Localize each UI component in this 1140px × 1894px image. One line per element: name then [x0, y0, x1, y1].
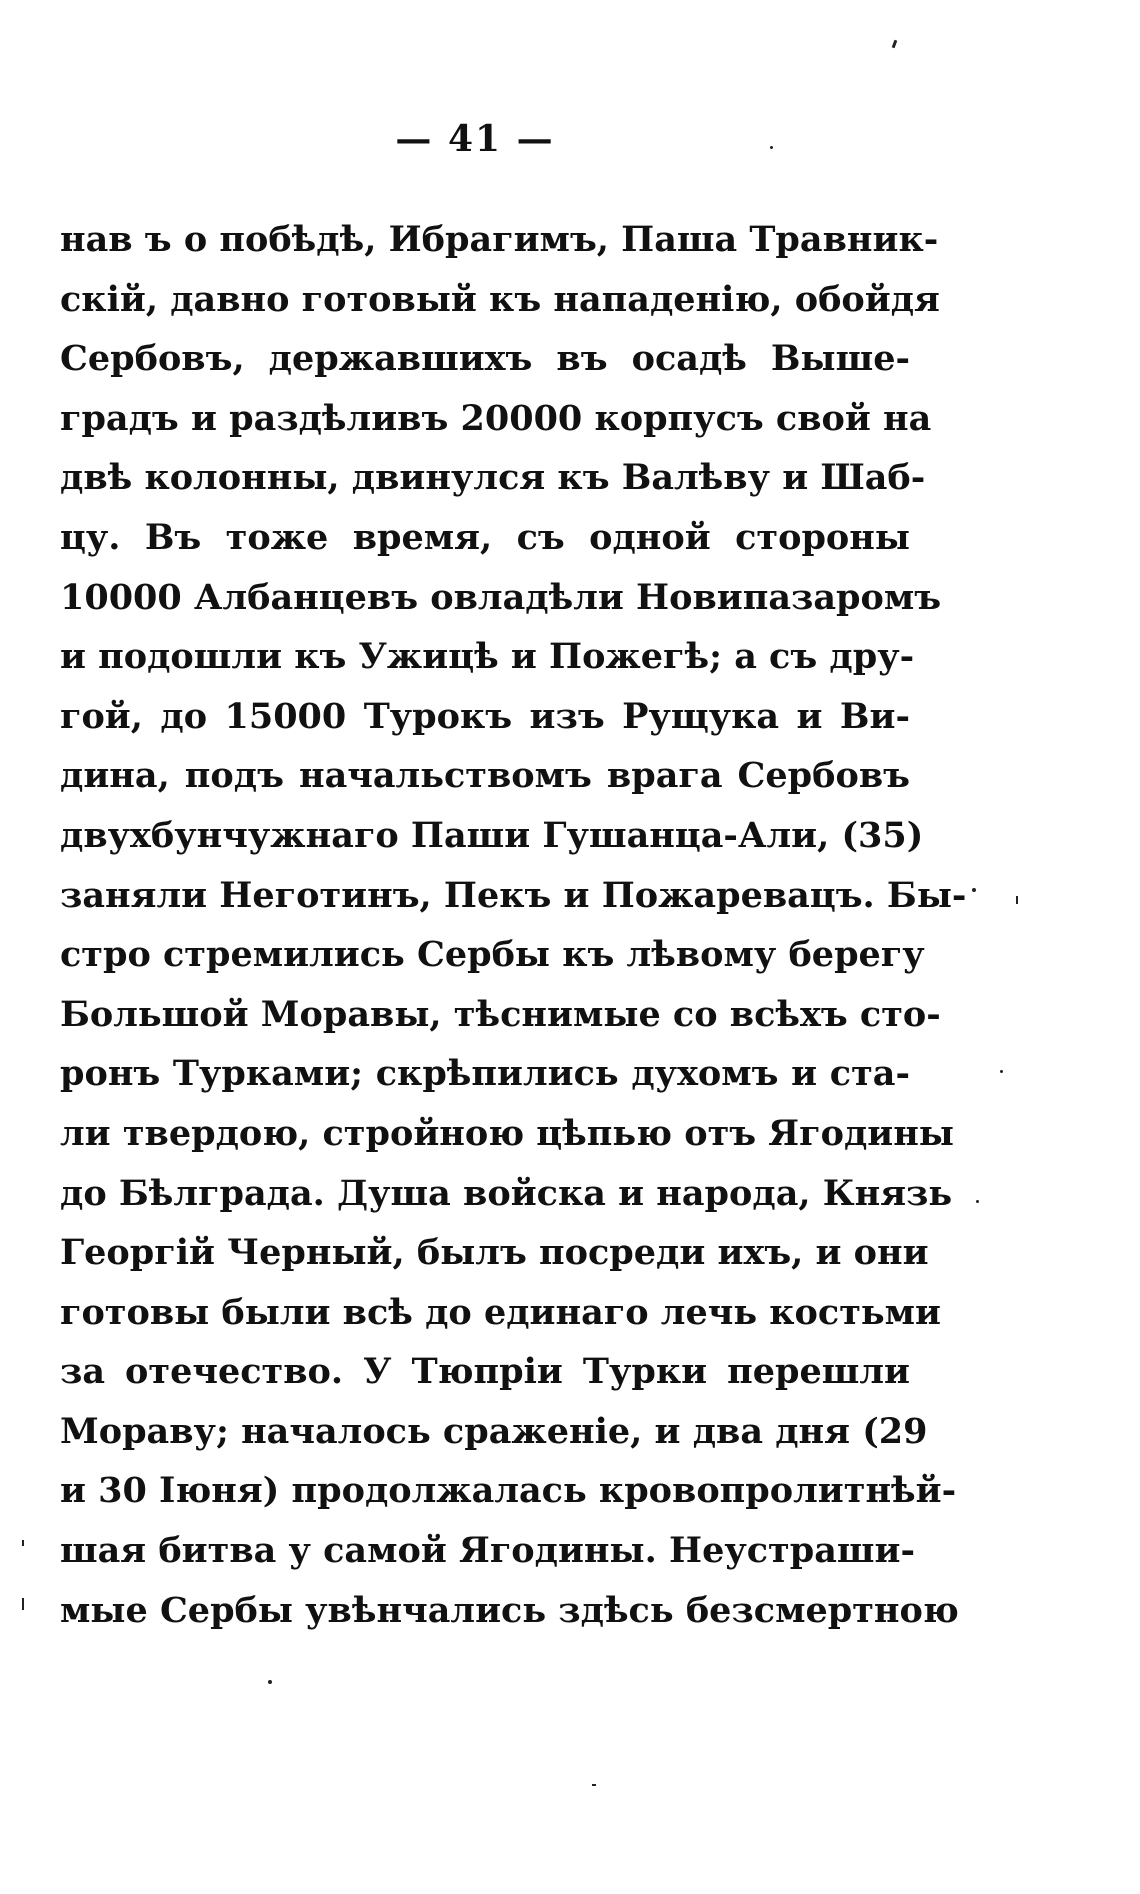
scan-speck: [1016, 896, 1018, 904]
text-line: двухбунчужнаго Паши Гушанца-Али, (35): [60, 814, 924, 856]
body-text: [60, 210, 967, 1640]
text-line: Мораву; началось сраженіе, и два дня (29: [60, 1410, 928, 1452]
scan-speck: [22, 1598, 24, 1610]
text-line: стро стремились Сербы къ лѣвому берегу: [60, 934, 925, 976]
text-line: до Бѣлграда. Душа войска и народа, Князь: [60, 1172, 953, 1214]
page-number-header: — 41 —: [395, 118, 555, 160]
text-line: мые Сербы увѣнчались здѣсь безсмертною: [60, 1589, 959, 1631]
text-line: ли твердою, стройною цѣпью отъ Ягодины: [60, 1112, 954, 1154]
text-line: шая битва у самой Ягодины. Неустраши-: [60, 1530, 915, 1572]
scan-speck: [1000, 1070, 1003, 1073]
text-line: Сербовъ, державшихъ въ осадѣ Выше-: [60, 338, 910, 380]
scan-speck: [976, 1200, 979, 1203]
text-line: Георгій Черный, былъ посреди ихъ, и они: [60, 1232, 929, 1274]
text-line: нав ъ о побѣдѣ, Ибрагимъ, Паша Травник-: [60, 219, 939, 260]
scan-speck: [972, 888, 976, 892]
text-line: заняли Неготинъ, Пекъ и Пожаревацъ. Бы-: [60, 874, 967, 916]
text-line: ронъ Турками; скрѣпились духомъ и ста-: [60, 1053, 910, 1095]
scan-speck: [268, 1680, 272, 1684]
text-line: скій, давно готовый къ нападенію, обойдя: [60, 278, 940, 320]
text-line: двѣ колонны, двинулся къ Валѣву и Шаб-: [60, 457, 926, 499]
text-line: дина, подъ начальствомъ врага Сербовъ: [60, 755, 910, 797]
text-line: и 30 Іюня) продолжалась кровопролитнѣй-: [60, 1470, 957, 1512]
text-line: градъ и раздѣливъ 20000 корпусъ свой на: [60, 397, 932, 439]
text-line: цу. Въ тоже время, съ одной стороны: [60, 516, 910, 558]
text-line: 10000 Албанцевъ овладѣли Новипазаромъ: [60, 576, 942, 618]
text-line: и подошли къ Ужицѣ и Пожегѣ; а съ дру-: [60, 636, 915, 678]
scan-speck: [22, 1540, 24, 1546]
scan-speck: [770, 146, 773, 149]
text-line: Большой Моравы, тѣснимые со всѣхъ сто-: [60, 993, 941, 1035]
text-line: гой, до 15000 Турокъ изъ Рущука и Ви-: [60, 695, 910, 737]
text-line: за отечество. У Тюпріи Турки перешли: [60, 1351, 910, 1393]
scan-speck: [592, 1784, 596, 1786]
scan-speck: [892, 40, 898, 49]
text-line: готовы были всѣ до единаго лечь костьми: [60, 1291, 942, 1333]
